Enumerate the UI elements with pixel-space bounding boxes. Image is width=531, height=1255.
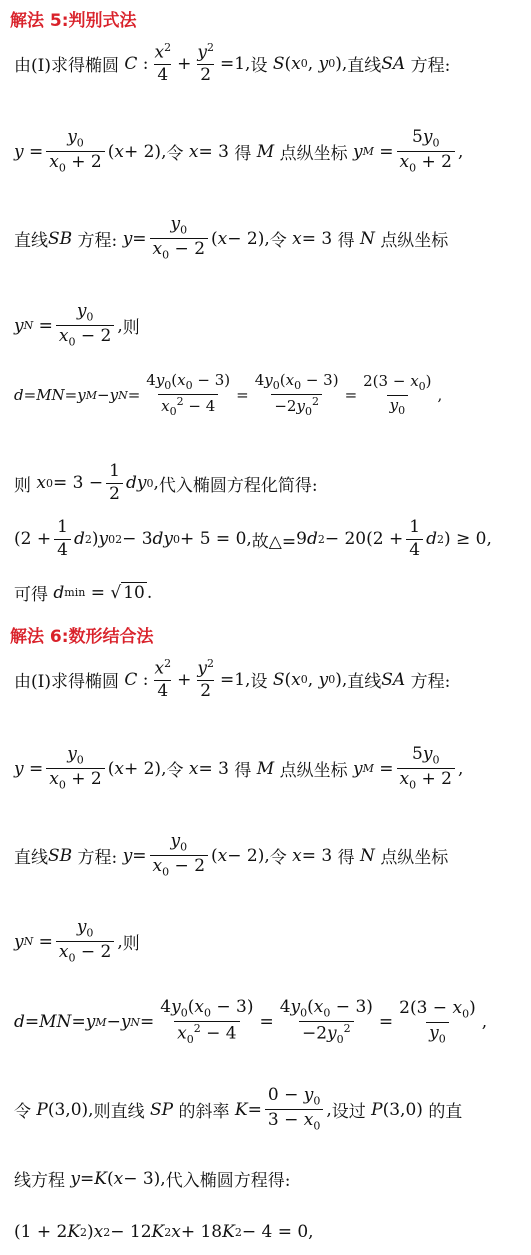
- m6-text-line: 直线: [347, 672, 382, 693]
- m5-text-let: 令: [166, 144, 184, 165]
- m6-text-then-line: 则直线: [93, 1102, 145, 1123]
- m5-line-ym: y = $\frac{y_0}{x_0 + 2}$ ( x + 2), 令 x = 3 得 M 点纵坐标 y M = $\frac{5y_0}{x_0 + 2}$ ,: [14, 127, 464, 175]
- m6-line-ellipse: 由(Ⅰ)求得椭圆 C : $\frac{x^2}{4}$ + $\frac{y^2}{2}$ =1, 设 S ( x 0 , y 0 ), 直线 SA 方程:: [14, 657, 451, 702]
- m6-text-equation: 方程:: [410, 672, 451, 693]
- m5-line-dmin: 可得 d min = √ 10 .: [14, 580, 152, 605]
- m6-text-line-sb: 直线: [14, 848, 48, 869]
- m6-line-sb: 直线 SB 方程: y = $\frac{y_0}{x_0 - 2}$ ( x − 2), 令 x = 3 得 N 点纵坐标: [14, 831, 449, 879]
- m5-text-obtain: 可得: [14, 585, 48, 605]
- m6-text-set-through: 设过: [331, 1102, 366, 1123]
- m5-text-then: 则: [122, 318, 140, 339]
- m6-line-d: d = MN = y M − y N = $\frac{4y_0(x_0 - 3)}{x_0^2 - 4}$ = $\frac{4y_0(x_0 - 3)}{-2y_0^2}$ = $\frac{2(3 - x_0)}{y_0}$ ,: [14, 997, 488, 1047]
- m5-text-therefore: 故△=: [251, 531, 297, 552]
- m5-line-x0: 则 x 0 = 3 − $\frac{1}{2}$ dy 0 , 代入椭圆方程化简得:: [14, 461, 318, 504]
- m6-line-kline: 线方程 y = K ( x − 3), 代入椭圆方程得:: [14, 1166, 290, 1191]
- m6-text-set: 设: [250, 672, 268, 693]
- m5-text-get-2: 得: [337, 231, 355, 252]
- m5-line-sb: 直线 SB 方程: y = $\frac{y_0}{x_0 - 2}$ ( x − 2), 令 x = 3 得 N 点纵坐标: [14, 214, 449, 262]
- heading-method-6: 解法 6:数形结合法: [10, 627, 154, 647]
- m5-text-equation: 方程:: [410, 56, 451, 77]
- m5-text-sb-equation: 方程:: [77, 231, 118, 252]
- m6-line-yn: y N = $\frac{y_0}{x_0 - 2}$ , 则: [14, 917, 140, 965]
- m6-text-get: 得: [234, 761, 252, 782]
- m5-line-yn: y N = $\frac{y_0}{x_0 - 2}$ , 则: [14, 301, 140, 349]
- m5-text-get: 得: [234, 144, 252, 165]
- m6-text-let-p: 令: [14, 1102, 31, 1123]
- m5-line-ellipse: 由(Ⅰ)求得椭圆 C : $\frac{x^2}{4}$ + $\frac{y^2}{2}$ =1, 设 S ( x 0 , y 0 ), 直线 SA 方程:: [14, 41, 451, 86]
- m6-text-line-equation: 线方程: [14, 1171, 65, 1191]
- m5-text-point-ycoord-2: 点纵坐标: [380, 231, 449, 252]
- m6-line-ym: y = $\frac{y_0}{x_0 + 2}$ ( x + 2), 令 x = 3 得 M 点纵坐标 y M = $\frac{5y_0}{x_0 + 2}$ ,: [14, 744, 464, 792]
- m5-text-set: 设: [250, 56, 268, 77]
- m5-text-then-2: 则: [14, 475, 31, 496]
- m6-text-let-2: 令: [269, 848, 287, 869]
- m5-text-let-2: 令: [269, 231, 287, 252]
- m6-text-substitute: 代入椭圆方程得:: [165, 1171, 291, 1191]
- heading-method-5: 解法 5:判别式法: [10, 11, 137, 31]
- m5-text-line: 直线: [347, 56, 382, 77]
- m6-line-quadratic: (1 + 2 K 2 ) x 2 − 12 K 2 x + 18 K 2 − 4 = 0,: [14, 1222, 314, 1242]
- m6-text-sb-equation: 方程:: [77, 848, 118, 869]
- m6-text-straight: 的直: [428, 1102, 463, 1123]
- m5-line-d: d = MN = y M − y N = $\frac{4y_0(x_0 - 3)}{x_0^2 - 4}$ = $\frac{4y_0(x_0 - 3)}{-2y_0^2}$ = $\frac{2(3 - x_0)}{y_0}$ ,: [14, 371, 443, 418]
- m5-text-point-ycoord: 点纵坐标: [279, 144, 348, 165]
- m5-text-line-sb: 直线: [14, 231, 48, 252]
- m6-text-slope: 的斜率: [178, 1102, 230, 1123]
- m5-text-ellipse-intro: 由(Ⅰ)求得椭圆: [14, 56, 119, 77]
- m6-text-point-ycoord: 点纵坐标: [279, 761, 348, 782]
- m6-text-then: 则: [122, 934, 140, 955]
- m6-line-slope: 令 P (3,0), 则直线 SP 的斜率 K = $\frac{0 - y_0}{3 - x_0}$ , 设过 P (3,0) 的直: [14, 1085, 463, 1133]
- m6-text-point-ycoord-2: 点纵坐标: [380, 848, 449, 869]
- m6-text-ellipse-intro: 由(Ⅰ)求得椭圆: [14, 672, 119, 693]
- m5-line-discriminant: (2 + $\frac{1}{4}$ d 2 ) y 0 2 − 3 dy 0 + 5 = 0, 故△= 9 d 2 − 20(2 + $\frac{1}{4}$ d 2 ) ≥ 0,: [14, 517, 492, 560]
- m5-text-substitute: 代入椭圆方程化简得:: [158, 475, 318, 496]
- m6-text-let: 令: [166, 761, 184, 782]
- m6-text-get-2: 得: [337, 848, 355, 869]
